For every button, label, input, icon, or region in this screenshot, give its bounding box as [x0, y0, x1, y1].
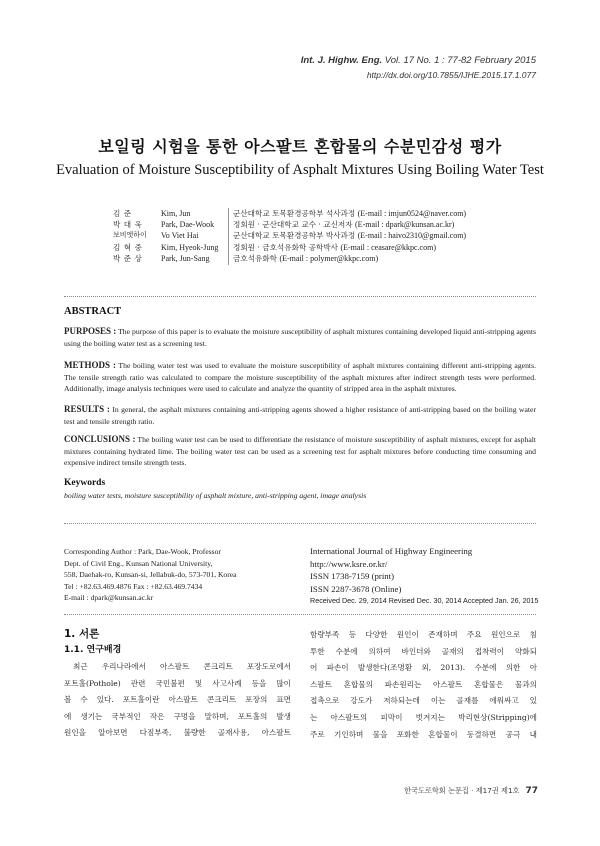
author-name-english: Park, Dae-Wook [161, 220, 215, 230]
author-row [113, 230, 466, 241]
received-dates: Received Dec. 29, 2014 Revised Dec. 30, 2014 Accepted Jan. 26, 2015 [310, 596, 539, 605]
doi-link[interactable]: http://dx.doi.org/10.7855/IJHE.2015.17.1.077 [366, 70, 536, 80]
author-name-korean: 박 준 상 [113, 253, 143, 263]
author-affiliation [233, 253, 378, 264]
body-line: 투한 수분에 의하여 바인더와 골재의 접착력이 약화되 [310, 646, 537, 656]
abstract-conclusions [64, 434, 536, 469]
purposes-text: The purpose of this paper is to evaluate the moisture susceptibility of asphalt mixtures containing developed liquid anti-stripping agents using the boiling water test as a screening test. [64, 327, 536, 348]
author-name-korean: 김 혁 중 [113, 242, 143, 252]
body-line: 접촉으로 강도가 저하되는데 이는 골재를 에워싸고 있 [310, 696, 537, 706]
author-affiliation [233, 230, 466, 241]
affiliation-text: 금호석유화학 [233, 253, 278, 263]
author-list [113, 208, 466, 264]
author-name-english: Park, Jun-Sang [161, 253, 210, 263]
author-name-english: Kim, Jun [161, 209, 191, 218]
journal-abbrev: Int. J. Highw. Eng. [300, 55, 383, 66]
author-email[interactable]: (E-mail : polymer@kkpc.com) [279, 253, 379, 263]
affiliation-text: 정회원 · 군산대학교 교수 · 교신저자 [233, 220, 353, 230]
author-affiliation [233, 242, 436, 253]
journal-info-block [310, 545, 539, 608]
body-column-left [64, 659, 291, 742]
author-email[interactable]: (E-mail : ceasare@kkpc.com) [340, 242, 436, 252]
keywords-heading: Keywords [64, 478, 106, 488]
footer-journal: 한국도로학회 논문집 · 제17권 제1호 [404, 786, 520, 795]
body-line: 는 아스팔트의 피막이 벗겨지는 박리현상(Stripping)에 [310, 712, 537, 722]
subsection-heading: 1.1. 연구배경 [64, 645, 122, 655]
body-column-right [310, 627, 537, 743]
abstract-results [64, 404, 536, 427]
body-line: 최근 우리나라에서 아스팔트 콘크리트 포장도로에서 [73, 662, 291, 671]
divider-top [64, 296, 536, 297]
author-row [113, 219, 466, 230]
journal-url[interactable]: http://www.ksre.or.kr/ [310, 558, 388, 569]
divider-bottom [64, 614, 536, 615]
author-email[interactable]: (E-mail : imjun0524@naver.com) [357, 209, 467, 218]
methods-text: The boiling water test was used to evaluate the moisture susceptibility of asphalt mixtures containing different anti-stripping agents. The tensile strength ratio was calculated to compare the moisture susceptibility of the asphalt mixtures after indirect strength tests were performed. Additionally, image analysis techniques were used to calculate and analyze the quantity of stripped area in the asphalt mixtures. [64, 361, 536, 393]
results-label: RESULTS : [64, 404, 110, 414]
results-text: In general, the asphalt mixtures containing anti-stripping agents showed a higher resistance of anti-stripping based on the boiling water test and tensile strength ratio. [64, 405, 537, 426]
author-affiliation [233, 208, 466, 219]
keywords-text: boiling water tests, moisture susceptibility of asphalt mixture, anti-stripping agent, image analysis [64, 491, 367, 500]
author-row [113, 208, 466, 219]
divider-middle [64, 523, 536, 524]
corr-phone: Tel : +82.63.469.4876 Fax : +82.63.469.7434 [64, 581, 203, 591]
title-korean: 보일링 시험을 통한 아스팔트 혼합물의 수분민감성 평가 [98, 137, 502, 156]
author-name-english: Vo Viet Hai [161, 231, 199, 241]
abstract-methods [64, 360, 536, 395]
purposes-label: PURPOSES : [64, 326, 117, 336]
affiliation-text: 군산대학교 토목환경공학부 박사과정 [233, 231, 356, 241]
issn-print: ISSN 1738-7159 (print) [310, 571, 395, 581]
corr-dept: Dept. of Civil Eng., Kunsan National University, [64, 558, 213, 568]
affiliation-text: 정회원 · 금호석유화학 공학박사 [233, 242, 339, 252]
conclusions-text: The boiling water test can be used to differentiate the resistance of moisture susceptibility of asphalt mixtures, except for asphalt mixtures containing hydrated lime. The boiling water test can be used as a screening test for asphalt mixtures before conducting time consuming and expensive indirect tensile strength tests. [64, 435, 537, 467]
author-divider [228, 208, 229, 265]
journal-citation [301, 55, 536, 66]
body-line: 함량부족 등 다양한 원인이 존재하며 주요 원인으로 침 [310, 630, 537, 639]
author-affiliation [233, 219, 454, 230]
title-english: Evaluation of Moisture Susceptibility of Asphalt Mixtures Using Boiling Water Test [56, 162, 544, 178]
abstract-purposes [64, 326, 536, 349]
corr-address: 558, Daehak-ro, Kunsan-si, Jellabuk-do, 573-701, Korea [64, 570, 237, 580]
body-line: 주로 기인하며 물을 포화한 혼합물이 동결하면 공극 내 [310, 729, 537, 739]
journal-issue: Vol. 17 No. 1 : 77-82 February 2015 [384, 55, 536, 66]
page-footer [404, 786, 538, 796]
body-line: 원인을 알아보면 다짐부족, 불량한 골재사용, 아스팔트 [64, 728, 291, 738]
abstract-heading: ABSTRACT [64, 306, 122, 317]
issn-online: ISSN 2287-3678 (Online) [310, 583, 402, 594]
author-email[interactable]: (E-mail : dpark@kunsan.ac.kr) [355, 220, 455, 230]
journal-name: International Journal of Highway Engineering [310, 546, 473, 556]
author-name-korean: 김 준 [113, 209, 132, 218]
body-line: 볼 수 있다. 포트홀이란 아스팔트 콘크리트 포장의 표면 [64, 695, 291, 705]
author-name-korean: 보비엣하이 [113, 231, 147, 240]
corr-author: Corresponding Author : Park, Dae-Wook, Professor [64, 547, 221, 556]
body-line: 에 생기는 국부적인 작은 구멍을 말하며, 포트홀의 발생 [64, 711, 291, 721]
affiliation-text: 군산대학교 토목환경공학부 석사과정 [233, 209, 356, 218]
conclusions-label: CONCLUSIONS : [64, 434, 136, 444]
author-name-english: Kim, Hyeok-Jung [161, 242, 219, 252]
correspondence-block [64, 546, 237, 604]
section-heading: 1. 서론 [64, 628, 100, 640]
page-number: 77 [525, 786, 538, 796]
author-row [113, 253, 466, 264]
body-line: 스팔트 혼합물의 파손원리는 아스팔트 혼합물은 물과의 [310, 679, 537, 689]
body-line: 어 파손이 발생한다(조명환 외, 2013). 수분에 의한 아 [310, 663, 537, 673]
methods-label: METHODS : [64, 360, 116, 370]
author-name-korean: 박 대 욱 [113, 220, 143, 230]
corr-email[interactable]: E-mail : dpark@kunsan.ac.kr [64, 593, 154, 603]
body-line: 포트홀(Pothole) 관련 국민불편 및 사고사례 등을 많이 [64, 678, 291, 688]
author-row [113, 242, 466, 253]
author-email[interactable]: (E-mail : haivo2310@gmail.com) [357, 231, 467, 241]
